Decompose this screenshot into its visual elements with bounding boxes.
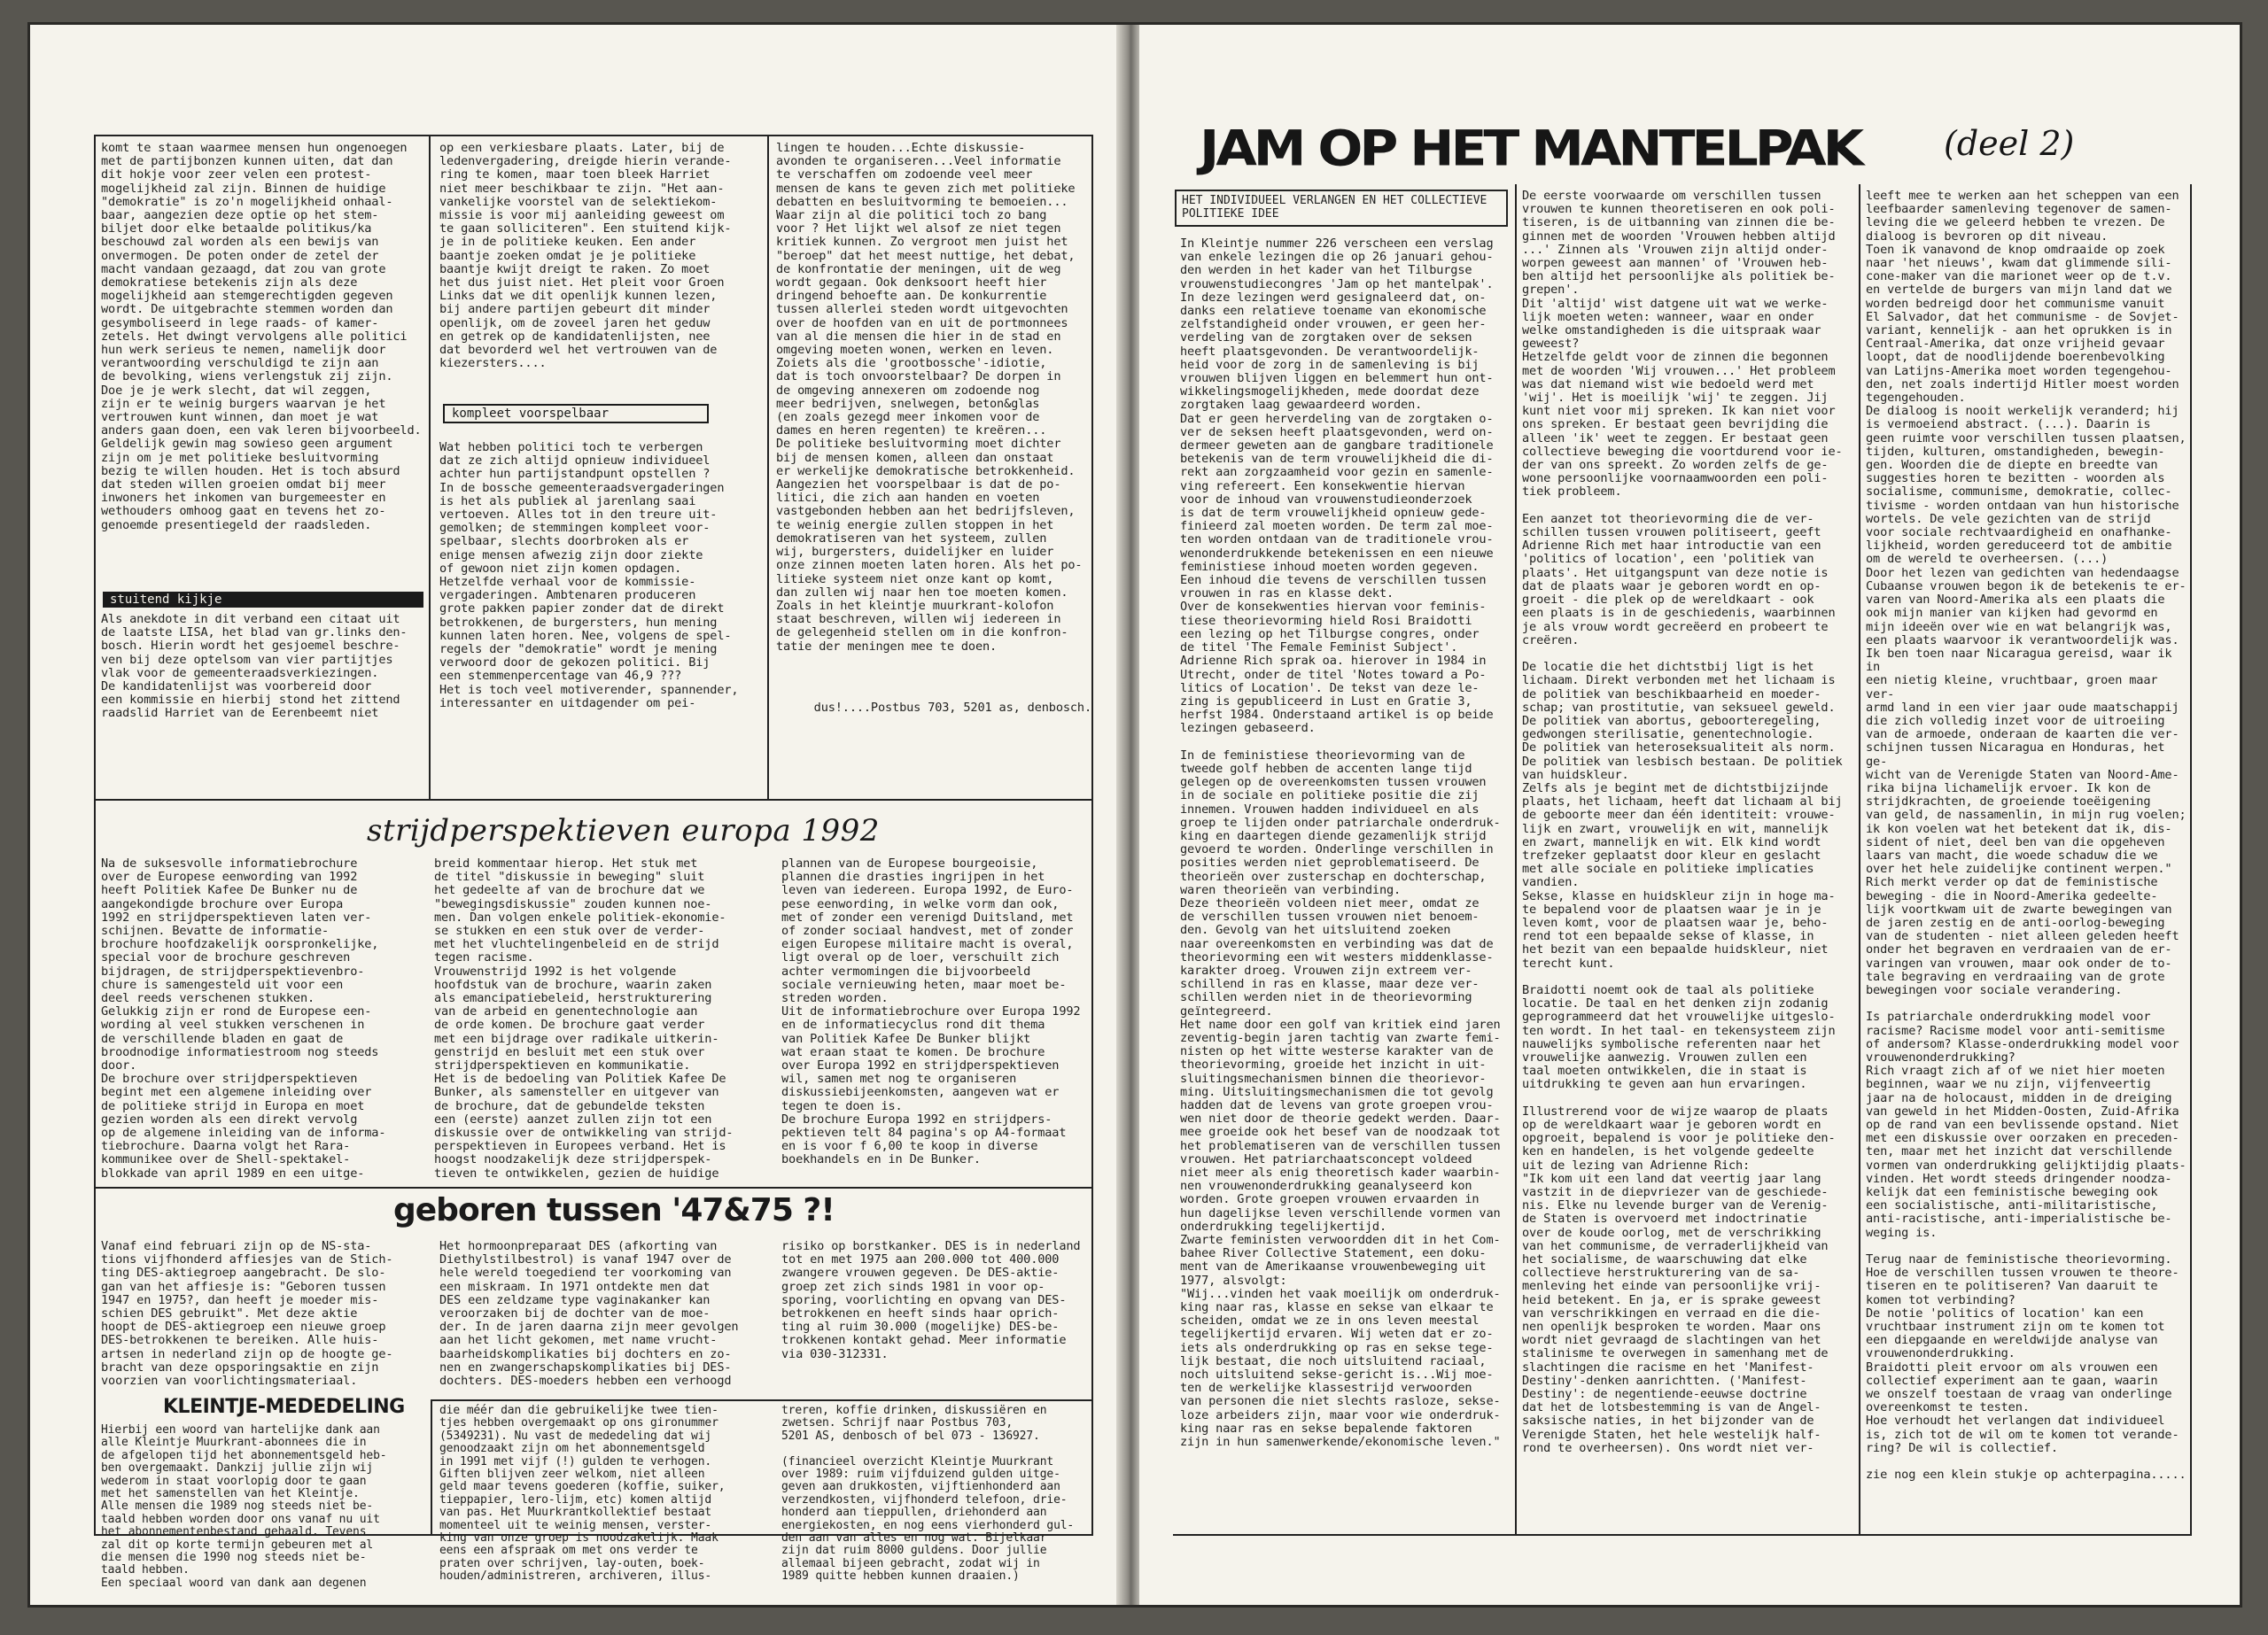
article-text: Als anekdote in dit verband een citaat uit de laatste LISA, het blad van gr.links den- bosch. Hierin wordt het gesjoemel beschre- ven bij deze optelsom van vier partijtjes vlak voor de gemeenteraadsverkiezingen. De kandidatenlijst was voorbereid door een kommissie en hierbij stond het zittend raadslid Harriet van de Eerenbeemt niet [101, 612, 408, 721]
divider [94, 799, 1093, 801]
article-text: De eerste voorwaarde om verschillen tussen vrouwen te kunnen theoretiseren en ook poli- tiseren, is de uitbanning van zinnen die be- ginnen met de woorden 'Vrouwen hebben altijd ...' Zinnen als 'Vrouwen zijn altijd onder- worpen geweest aan mannen' of 'Vrouwen heb- ben altijd het persoonlijke als politiek be- grepen'. Dit 'altijd' wist datgene uit wat we werke- lijk moeten weten: wanneer, waar en onder welke omstandigheden is die uitspraak waar geweest? Hetzelfde geldt voor de zinnen die begonnen met de woorden 'Wij vrouwen...' Het probleem was dat niemand wist wie bedoeld werd met 'wij'. Het is moeilijk 'wij' te zeggen. Jij kunt niet voor mij spreken. Ik kan niet voor ons spreken. Er bestaat geen bevrijding die alleen 'ik' weet te zeggen. Er bestaat geen collectieve beweging die voortdurend voor ie- der van ons spreekt. Zo worden zelfs de ge- wone persoonlijke voornaamwoorden een poli- tiek probleem. Een aanzet tot theorievorming die de ver- schillen tussen vrouwen politiseert, geeft Adrienne Rich met haar introductie van een 'politics of location', een 'politiek van plaats'. Het uitgangspunt van deze notie is dat de plaats waar je geboren wordt en op- groeit - die plek op de wereldkaart - ook een plaats is in de geschiedenis, waarbinnen je als vrouw wordt gecreëerd en probeert te creëren. De locatie die het dichtstbij ligt is het lichaam. Direkt verbonden met het lichaam is de politiek van beschikbaarheid en moeder- schap; van prostitutie, van seksueel geweld. De politiek van abortus, geboorteregeling, gedwongen sterilisatie, genentechnologie. De politiek van heteroseksualiteit als norm. De politiek van lesbisch bestaan. De politiek van huidskleur. Zelfs als je begint met de dichtstbijzijnde plaats, het lichaam, heeft dat lichaam al bij de geboorte meer dan één identiteit: vrouwe- lijk en zwart, vrouwelijk en wit, mannelijk en zwart, mannelijk en wit. Elk kind wordt trefzeker geplaatst door kleur en geslacht met alle sociale en politieke implicaties vandien. Sekse, klasse en huidskleur zijn in hoge ma- te bepalend voor de plaatsen waar je in je leven komt, voor de plaatsen waar je, beho- rend tot een bepaalde sekse of klasse, in het bezit van een bepaalde huidskleur, niet terecht kunt. Braidotti noemt ook de taal als politieke locatie. De taal en het denken zijn zodanig geprogrammeerd dat het vrouwelijke uitgeslo- ten wordt. In het taal- en tekensysteem zijn nauwelijks symbolische referenten naar het vrouwelijke aanwezig. Vrouwen zullen een taal moeten ontwikkelen, die in staat is uitdrukking te geven aan hun ervaringen. Illustrerend voor de wijze waarop de plaats op de wereldkaart waar je geboren wordt en opgroeit, bepalend is voor je politieke den- ken en handelen, is het volgende gedeelte uit de lezing van Adrienne Rich: "Ik kom uit een land dat veertig jaar lang vastzit in de diepvriezer van de geschiede- nis. Elke nu levende burger van de Verenig- de Staten is overvoerd met indoctrinatie over de koude oorlog, met de verschrikking van het communisme, de verraderlijkheid van het socialisme, de waarschuwing dat elke collectieve herstrukturering van de sa- menleving het einde van persoonlijke vrij- heid betekent. En ja, er is sprake geweest van verschrikkingen en verraad en die die- nen openlijk besproken te worden. Maar ons wordt niet gevraagd de slachtingen van het stalinisme te overwegen in samenhang met de slachtingen die racisme en het 'Manifest- Destiny'-denken aanrichtten. ('Manifest- Destiny': de negentiende-eeuwse doctrine dat het de lotsbestemming is van de Angel- saksische naties, in het bijzonder van de Verenigde Staten, het hele westelijk half- rond te overheersen). Ons wordt niet ver- [1522, 189, 1843, 1455]
left-page [30, 25, 1120, 1605]
section-title: strijdperspektieven europa 1992 [367, 813, 880, 848]
newspaper-spread [30, 25, 2240, 1605]
article-title: JAM OP HET MANTELPAK [1200, 120, 1861, 178]
article-text: Hierbij een woord van hartelijke dank aan alle Kleintje Muurkrant-abonnees die in de afgelopen tijd het abonnementsgeld heb- ben overgemaakt. Dankzij jullie zijn wij wederom in staat voorlopig door te gaan met het samenstellen van het Kleintje. Alle mensen die 1989 nog steeds niet be- taald hebben worden door ons vanaf nu uit het abonnementenbestand gehaald. Tevens zal dit op korte termijn gebeuren met al die mensen die 1990 nog steeds niet be- taald hebben. Een speciaal woord van dank aan degenen [101, 1423, 387, 1590]
divider [429, 135, 431, 799]
article-text: plannen van de Europese bourgeoisie, plannen die drasties ingrijpen in het leven van iedereen. Europa 1992, de Euro- pese eenwording, in welke vorm dan ook, met of zonder een verenigd Duitsland, met of zonder sociaal handvest, met of zonder eigen Europese militaire macht is overal, ligt overal op de loer, verschuilt zich achter vermomingen die bijvoorbeeld sociale vernieuwing heten, maar moet be- streden worden. Uit de informatiebrochure over Europa 1992 en de informatiecyclus rond dit thema van Politiek Kafee De Bunker blijkt wat eraan staat te komen. De brochure over Europa 1992 en strijdperspektieven wil, samen met nog te organiseren diskussiebijeenkomsten, aangeven wat er tegen te doen is. De brochure Europa 1992 en strijdpers- pektieven telt 84 pagina's op A4-formaat en is voor f 6,00 te koop in diverse boekhandels en in De Bunker. [781, 856, 1081, 1167]
intro-box: HET INDIVIDUEEL VERLANGEN EN HET COLLECTIEVE POLITIEKE IDEE [1175, 190, 1508, 227]
article-subtitle: (deel 2) [1944, 124, 2075, 163]
divider [94, 1187, 1093, 1189]
article-text: komt te staan waarmee mensen hun ongenoegen met de partijbonzen kunnen uiten, dat dan dit hokje voor zeer velen een protest- mogelijkheid zal zijn. Binnen de huidige "demokratie" is zo'n mogelijkheid onhaal- baar, aangezien deze optie op het stem- biljet door elke betaalde politikus/ka beschouwd zal worden als een bewijs van onvermogen. De poten onder de zetel der macht vandaan gezaagd, dat zou van grote demokratiese betekenis zijn als deze mogelijkheid aan stemgerechtigden gegeven wordt. De uitgebrachte stemmen worden dan gesymboliseerd in lege raads- of kamer- zetels. Het dwingt vervolgens alle politici hun werk serieus te nemen, namelijk door verantwoording verschuldigd te zijn aan de bevolking, wiens verlengstuk zij zijn. Doe je je werk slecht, dat wil zeggen, zijn er te weinig burgers waarvan je het vertrouwen kunt winnen, dan moet je wat anders gaan doen, een vak leren bijvoorbeeld. Geldelijk gewin mag sowieso geen argument zijn om je met politieke besluitvorming bezig te willen houden. Het is toch absurd dat steden willen groeien omdat bij meer inwoners het inkomen van burgemeester en wethouders omhoog gaat en tevens het zo- genoemde presentiegeld der raadsleden. [101, 141, 422, 532]
article-text: treren, koffie drinken, diskussiëren en zwetsen. Schrijf naar Postbus 703, 5201 AS, denbosch of bel 073 - 136927. (financieel overzicht Kleintje Muurkrant over 1989: ruim vijfduizend gulden uitge- geven aan drukkosten, vijftienhonderd aan verzendkosten, vijfhonderd telefoon, drie- honderd aan tieppullen, driehonderd aan energiekosten, en nog eens vierhonderd gul- den aan van alles en nog wat. Bijelkaar zijn dat ruim 8000 guldens. Door jullie allemaal bijeen gebracht, zodat wij in 1989 quitte hebben kunnen draaien.) [781, 1404, 1075, 1584]
article-text: op een verkiesbare plaats. Later, bij de ledenvergadering, dreigde hierin verande- ring te komen, maar toen bleek Harriet niet meer beschikbaar te zijn. "Het aan- vankelijke voorstel van de selektiekom- missie is voor mij aanleiding geweest om te gaan solliciteren". Een stuitend kijk- je in de politieke keuken. Een ander baantje zoeken omdat je je politieke baantje kwijt dreigt te raken. Zo moet het dus juist niet. Het pleit voor Groen Links dat we dit openlijk kunnen lezen, bij andere partijen gebeurt dit minder openlijk, om de zoveel jaren het geduw en getrek op de kandidatenlijsten, nee dat bevorderd wel het vertrouwen van de kiezersters.... [439, 141, 732, 371]
article-text: die méér dan die gebruikelijke twee tien- tjes hebben overgemaakt op ons gironummer (5349231). Nu vast de mededeling dat wij genoodzaakt zijn om het abonnementsgeld in 1991 met vijf (!) gulden te verhogen. Giften blijven zeer welkom, niet alleen geld maar tevens goederen (koffie, suiker, tieppapier, lero-lijm, etc) komen altijd van pas. Het Muurkrantkollektief bestaat momenteel uit te weinig mensen, verster- king van onze groep is noodzakelijk. Maak eens een afspraak om met ons verder te praten over schrijven, lay-outen, boek- houden/administreren, archiveren, illus- [439, 1404, 726, 1584]
article-text: Vanaf eind februari zijn op de NS-sta- tions vijfhonderd affiesjes van de Stich- ting DES-aktiegroep aangebracht. De slo- gan van het affiesje is: "Geboren tussen 1947 en 1975?, dan heeft je moeder mis- schien DES gebruikt". Met deze aktie hoopt de DES-aktiegroep een nieuwe groep DES-betrokkenen te bereiken. Alle huis- artsen in nederland zijn op de hoogte ge- bracht van deze opsporingsaktie en zijn voorzien van voorlichtingsmateriaal. [101, 1239, 393, 1389]
article-signature: dus!....Postbus 703, 5201 as, denbosch. [813, 701, 1091, 715]
section-heading [443, 404, 709, 423]
article-text: Na de suksesvolle informatiebrochure over de Europese eenwording van 1992 heeft Politiek Kafee De Bunker nu de aangekondigde brochure over Europa 1992 en strijdperspektieven laten ver- schijnen. Bevatte de informatie- brochure hoofdzakelijk oorspronkelijke, special voor de brochure geschreven bijdragen, de strijdperspektievenbro- chure is samengesteld uit voor een deel reeds verschenen stukken. Gelukkig zijn er rond de Europese een- wording al veel stukken verschenen in de verschillende bladen en gaat de broodnodige informatiestroom nog steeds door. De brochure over strijdperspektieven begint met een algemene inleiding over de politieke strijd in Europa en moet gezien worden als een direkt vervolg op de algemene inleiding van de informa- tiebrochure. Daarna volgt het Rara- kommunikee over de Shell-spektakel- blokkade van april 1989 en een uitge- [101, 856, 386, 1181]
article-text: In Kleintje nummer 226 verscheen een verslag van enkele lezingen die op 26 januari gehou- den werden in het kader van het Tilburgse vrouwenstudiecongres 'Jam op het mantelpak'. In deze lezingen werd gesignaleerd dat, on- danks een relatieve toename van ekonomische zelfstandigheid onder vrouwen, er geen her- verdeling van de zorgtaken over de seksen heeft plaatsgevonden. De verantwoordelijk- heid voor de zorg in de samenleving is bij vrouwen blijven liggen en belemmert hun ont- wikkelingsmogelijkheden, mede doordat deze zorgtaken laag gewaardeerd worden. Dat er geen herverdeling van de zorgtaken o- ver de seksen heeft plaatsgevonden, werd on- dermeer geweten aan de gangbare traditionele betekenis van de term vrouwelijkheid die di- rekt aan zorgzaamheid voor gezin en samenle- ving refereert. Een konsekwentie hiervan voor de inhoud van vrouwenstudieonderzoek is dat de term vrouwelijkheid opnieuw gede- finieerd zal moeten worden. De term zal moe- ten worden ontdaan van de traditionele vrou- wenonderdrukkende betekenissen en een nieuwe feministiese inhoud moeten worden gegeven. Een inhoud die tevens de verschillen tussen vrouwen in ras en klasse dekt. Over de konsekwenties hiervan voor feminis- tiese theorievorming hield Rosi Braidotti een lezing op het Tilburgse congres, onder de titel 'The Female Feminist Subject'. Adrienne Rich sprak oa. hierover in 1984 in Utrecht, onder de titel 'Notes toward a Po- litics of Location'. De tekst van deze le- zing is gepubliceerd in Lust en Gratie 3, herfst 1984. Onderstaand artikel is op beide lezingen gebaseerd. In de feministiese theorievorming van de tweede golf hebben de accenten lange tijd gelegen op de overeenkomsten tussen vrouwen in de sociale en politieke positie die zij innemen. Vrouwen hadden individueel en als groep te lijden onder patriarchale onderdruk- king en daartegen diende gezamenlijk strijd gevoerd te worden. Onderlinge verschillen in posities werden niet geproblematiseerd. De theorieën over zusterschap en dochterschap, waren theorieën van verbinding. Deze theorieën voldeen niet meer, omdat ze de verschillen tussen vrouwen niet benoem- den. Gevolg van het uitsluitend zoeken naar overeenkomsten en verbinding was dat de theorievorming een wit westers middenklasse- karakter droeg. Vrouwen zijn extreem ver- schillend in ras en klasse, maar deze ver- schillen werden niet in de theorievorming geïntegreerd. Het name door een golf van kritiek eind jaren zeventig-begin jaren tachtig van zwarte femi- nisten op het witte westerse karakter van de theorievorming, groeide het inzicht in uit- sluitingsmechanismen binnen die theorievor- ming. Uitsluitingsmechanismen die tot gevolg hadden dat de levens van grote groepen vrou- wen niet door de theorie gedekt werden. Daar- mee groeide ook het besef van de noodzaak tot het problematiseren van de verschillen tussen vrouwen. Het patriarchaatsconcept voldeed niet meer als enig theoretisch kader waarbin- nen vrouwenonderdrukking geanalyseerd kon worden. Grote groepen vrouwen ervaarden in hun dagelijkse leven verschillende vormen van onderdrukking tegelijkertijd. Zwarte feministen verwoordden dit in het Com- bahee River Collective Statement, een doku- ment van de Amerikaanse vrouwenbeweging uit 1977, alsvolgt: "Wij...vinden het vaak moeilijk om onderdruk- king naar ras, klasse en sekse van elkaar te scheiden, omdat we ze in ons leven meestal tegelijkertijd ervaren. Wij weten dat er zo- iets als onderdrukking op ras en sekse tege- lijk bestaat, die noch uitsluitend raciaal, noch uitsluitend sekse-gericht is...Wij moe- ten de werkelijke klassestrijd verwoorden van personen die niet slechts rasloze, sekse- loze arbeiders zijn, maar voor wie onderdruk- king naar ras en sekse bepalende faktoren zijn in hun samenwerkende/ekonomische leven." [1180, 236, 1501, 1450]
divider [1515, 184, 1517, 1536]
section-title: geboren tussen '47&75 ?! [393, 1192, 835, 1228]
divider [1859, 184, 1860, 1536]
article-text: lingen te houden...Echte diskussie- avonden te organiseren...Veel informatie te verschaffen om zodoende veel meer mensen de kans te geven zich met politieke debatten en besluitvorming te bemoeien... Waar zijn al die politici toch zo bang voor ? Het lijkt wel alsof ze niet tegen kritiek kunnen. Zo vergroot men juist het "beroep" dat het meest nuttige, het debat, de konfrontatie der meningen, uit de weg wordt gegaan. Ook denksoort heeft hier dringend behoefte aan. De konkurrentie tussen allerlei steden wordt uitgevochten over de hoofden van en uit de portmonnees van al die mensen die hier in de stad en omgeving moeten wonen, werken en leven. Zoiets als die 'grootbossche'-idiotie, dat is toch onvoorstelbaar? De dorpen in de omgeving annexeren om zodoende nog meer bedrijven, snelwegen, beton&glas (en zoals gezegd meer inkomen voor de dames en heren regenten) te kreëren... De politieke besluitvorming moet dichter bij de mensen komen, alleen dan onstaat er werkelijke demokratische betrokkenheid. Aangezien het voorspelbaar is dat de po- litici, die zich aan handen en voeten vastgebonden hebben aan het bedrijfsleven, te weinig energie zullen stoppen in het demokratiseren van het systeem, zullen wij, burgersters, duidelijker en luider onze zinnen moeten laten horen. Als het po- litieke systeem niet onze kant op komt, dan zullen wij naar hen toe moeten komen. Zoals in het kleintje muurkrant-kolofon staat beschreven, willen wij iedereen in de gelegenheid stellen om in die konfron- tatie der meningen mee te doen. [776, 141, 1083, 654]
divider [431, 1399, 1093, 1401]
article-text: leeft mee te werken aan het scheppen van een leefbaarder samenleving tegenover de samen- leving die we geleerd hebben te vrezen. De dialoog is bevroren op dit niveau. Toen ik vanavond de knop omdraaide op zoek naar 'het nieuws', kwam dat glimmende sili- cone-maker van die marionet weer op de t.v. en vertelde de burgers van mijn land dat we worden bedreigd door het communisme vanuit El Salvador, dat het communisme - de Sovjet- variant, kennelijk - aan het oprukken is in Centraal-Amerika, dat onze vrijheid gevaar loopt, dat de noodlijdende boerenbevolking van Latijns-Amerika moet worden tegengehou- den, net zoals indertijd Hitler moest worden tegengehouden. De dialoog is nooit werkelijk veranderd; hij is vermoeiend abstract. (...). Daarin is geen ruimte voor verschillen tussen plaatsen, tijden, kulturen, omstandigheden, bewegin- gen. Woorden die de diepte en breedte van suggesties horen te bezitten - woorden als socialisme, communisme, demokratie, collec- tivisme - worden ontdaan van hun historische wortels. De vele gezichten van de strijd voor sociale rechtvaardigheid en onafhanke- lijkheid, worden gereduceerd tot de ambitie om de wereld te overheersen. (...) Door het lezen van gedichten van hedendaagse Cubaanse vrouwen begon ik de betekenis te er- varen van Noord-Amerika als een plaats die ook mijn manier van kijken had gevormd en mijn ideeën over wie en wat belangrijk was, een plaats waarvoor ik verantwoordelijk was. Ik ben toen naar Nicaragua gereisd, waar ik in een nietig kleine, vruchtbaar, groen maar ver- armd land in een vier jaar oude maatschappij die zich volledig inzet voor de uitroeiing van de armoede, onderaan de kaarten die ver- schijnen tussen Nicaragua en Honduras, het ge- wicht van de Verenigde Staten van Noord-Ame- rika bijna lichamelijk ervoer. Ik kon de strijdkrachten, de groeiende toeëigening van geld, de nassamenlin, in mijn rug voelen; ik kon voelen wat het betekent dat ik, dis- sident of niet, deel ben van die opgeheven laars van macht, die woede schaduw die we over het hele zuidelijke continent werpen." Rich merkt verder op dat de feministische beweging - die in Noord-Amerika gedeelte- lijk voortkwam uit de zwarte bewegingen van de jaren zestig en de anti-oorlog-beweging van de studenten - niet alleen geleden heeft onder het begraven en verdraaien van de er- varingen van vrouwen, maar ook onder de to- tale begraving en verdraaiing van de grote bewegingen voor sociale verandering. Is patriarchale onderdrukking model voor racisme? Racisme model voor anti-semitisme of andersom? Klasse-onderdrukking model voor vrouwenonderdrukking? Rich vraagt zich af of we niet hier moeten beginnen, waar we nu zijn, vijfenveertig jaar na de holocaust, midden in de dreiging van geweld in het Midden-Oosten, Zuid-Afrika op de rand van een bevlissende opstand. Niet met een diskussie over oorzaken en preceden- ten, maar met het inzicht dat verschillende vormen van onderdrukking gelijktijdig plaats- vinden. Het wordt steeds dringender noodza- kelijk dat een feministische beweging ook een socialistische, anti-militaristische, anti-racistische, anti-imperialistische be- weging is. Terug naar de feministische theorievorming. Hoe de verschillen tussen vrouwen te theore- tiseren en te politiseren? Van daaruit te komen tot verbinding? De notie 'politics of location' kan een vruchtbaar instrument zijn om te komen tot een diepgaande en wereldwijde analyse van vrouwenonderdrukking. Braidotti pleit ervoor om als vrouwen een collectief experiment aan te gaan, waarin we onszelf toestaan de vraag van onderlinge overeenkomst te testen. Hoe verhoudt het verlangen dat individueel is, zich tot de wil om te komen tot verande- ring? De wil is collectief. zie nog een klein stukje op achterpagina..... [1866, 189, 2186, 1483]
heading-label: stuitend kijkje [110, 593, 222, 607]
article-text: Wat hebben politici toch te verbergen dat ze zich altijd opnieuw individueel achter hun partijstandpunt opstellen ? In de bossche gemeenteraadsvergaderingen is het als publiek al jarenlang saai vertoeven. Alles tot in den treure uit- gemolken; de stemmingen kompleet voor- spelbaar, slechts doorbroken als er enige mensen afwezig zijn door ziekte of gewoon niet zijn komen opdagen. Hetzelfde verhaal voor de kommissie- vergaderingen. Ambtenaren produceren grote pakken papier zonder dat de direkt betrokkenen, de burgersters, hun mening kunnen laten horen. Nee, volgens de spel- regels der "demokratie" wordt je mening verwoord door de gekozen politici. Bij een stemmenpercentage van 46,9 ??? Het is toch veel motiverender, spannender, interessanter en uitdagender om pei- [439, 440, 739, 710]
section-title: KLEINTJE-MEDEDELING [163, 1396, 405, 1418]
divider [431, 1399, 432, 1536]
article-text: Het hormoonpreparaat DES (afkorting van Diethylstilbestrol) is vanaf 1947 over de hele wereld toegediend ter voorkoming van een miskraam. In 1971 ontdekte men dat DES een zeldzame type vaginakanker kan veroorzaken bij de dochter van de moe- der. In de jaren daarna zijn meer gevolgen aan het licht gekomen, met name vrucht- baarheidskomplikaties bij dochters en zo- nen en zwangerschapskomplikaties bij DES- dochters. DES-moeders hebben een verhoogd [439, 1239, 739, 1389]
article-text: risiko op borstkanker. DES is in nederland tot en met 1975 aan 200.000 tot 400.000 zwangere vrouwen gegeven. De DES-aktie- groep zet zich sinds 1981 in voor op- sporing, voorlichting en opvang van DES- betrokkenen en heeft sinds haar oprich- ting al ruim 30.000 (mogelijke) DES-be- trokkenen kontakt gehad. Meer informatie via 030-312331. [781, 1239, 1081, 1361]
divider [767, 135, 769, 799]
section-heading [103, 592, 423, 608]
right-page [1139, 25, 2240, 1605]
article-text: breid kommentaar hierop. Het stuk met de titel "diskussie in beweging" sluit het gedeelte af van de brochure dat we "bewegingsdiskussie" zouden kunnen noe- men. Dan volgen enkele politiek-ekonomie- se stukken en een stuk over de verder- met het vluchtelingenbeleid en de strijd tegen racisme. Vrouwenstrijd 1992 is het volgende hoofdstuk van de brochure, waarin zaken als emancipatiebeleid, herstrukturering van de arbeid en genentechnologie aan de orde komen. De brochure gaat verder met een bijdrage over radikale uitkerin- genstrijd en besluit met een stuk over strijdperspektieven en kommunikatie. Het is de bedoeling van Politiek Kafee De Bunker, als samensteller en uitgever van de brochure, dat de gebundelde teksten een (eerste) aanzet zullen zijn tot een diskussie over de ontwikkeling van strijd- perspektieven in Europees verband. Het is hoogst noodzakelijk deze strijdperspek- tieven te ontwikkelen, gezien de huidige [434, 856, 734, 1181]
heading-label: kompleet voorspelbaar [452, 407, 610, 421]
